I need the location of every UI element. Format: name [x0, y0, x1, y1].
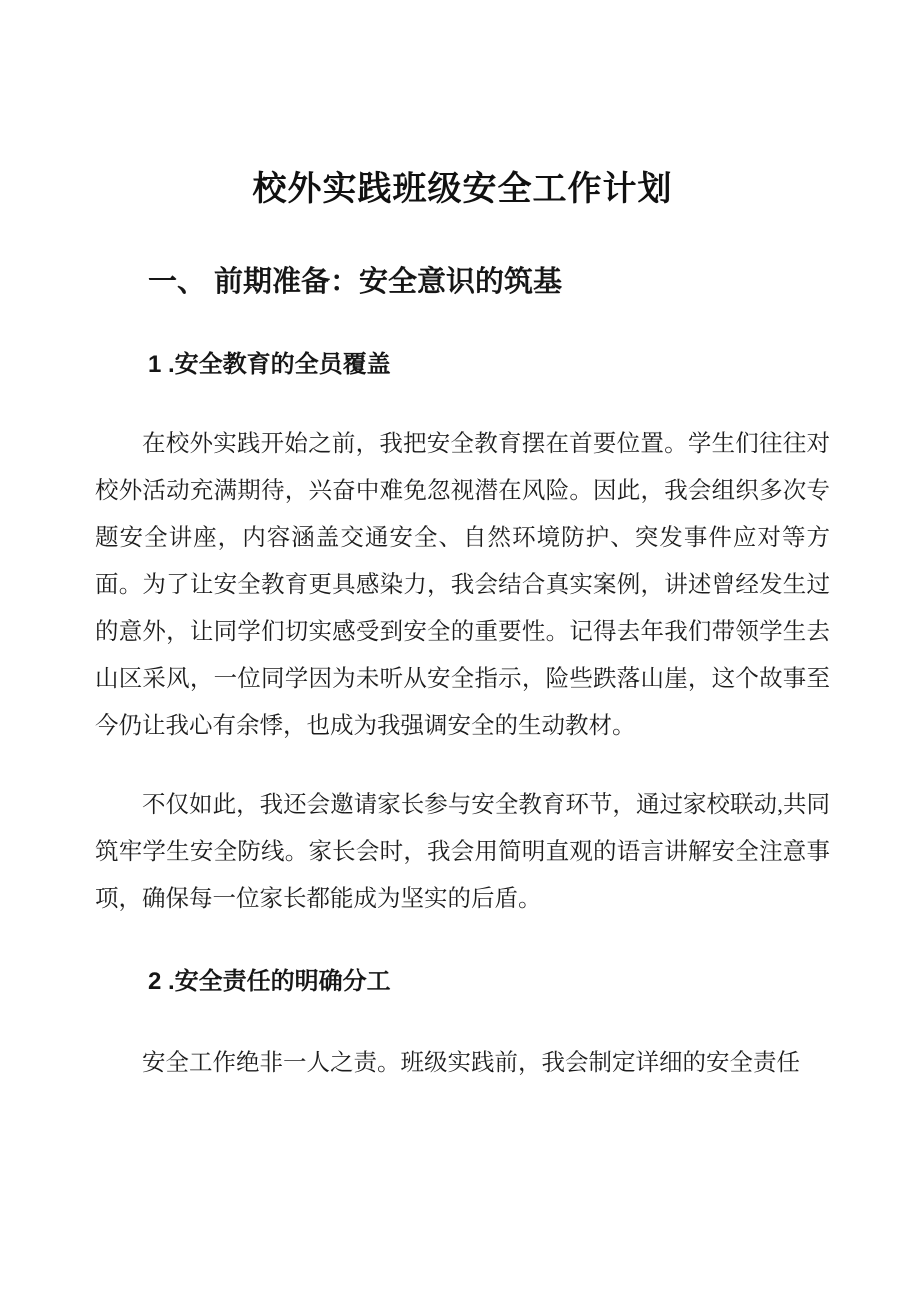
subsection-heading-responsibility-division: 2 .安全责任的明确分工 — [148, 968, 391, 995]
section-heading-preparation: 一、 前期准备：安全意识的筑基 — [148, 266, 563, 298]
body-paragraph-safety-education: 在校外实践开始之前，我把安全教育摆在首要位置。学生们往往对校外活动充满期待，兴奋中难免忽视潜在风险。因此，我会组织多次专题安全讲座，内容涵盖交通安全、自然环境防护、突发事件应对等方面。为了让安全教育更具感染力，我会结合真实案例，讲述曾经发生过的意外，让同学们切实感受到安全的重要性。记得去年我们带领学生去山区采风，一位同学因为未听从安全指示，险些跌落山崖，这个故事至今仍让我心有余悸，也成为我强调安全的生动教材。 — [95, 431, 830, 739]
subsection-heading-safety-education: 1 .安全教育的全员覆盖 — [148, 351, 391, 378]
body-paragraph-responsibility: 安全工作绝非一人之责。班级实践前，我会制定详细的安全责任 — [142, 1050, 800, 1076]
document-title: 校外实践班级安全工作计划 — [252, 170, 673, 208]
body-paragraph-parent-involvement: 不仅如此，我还会邀请家长参与安全教育环节，通过家校联动,共同筑牢学生安全防线。家长会时，我会用简明直观的语言讲解安全注意事项，确保每一位家长都能成为坚实的后盾。 — [95, 792, 830, 912]
